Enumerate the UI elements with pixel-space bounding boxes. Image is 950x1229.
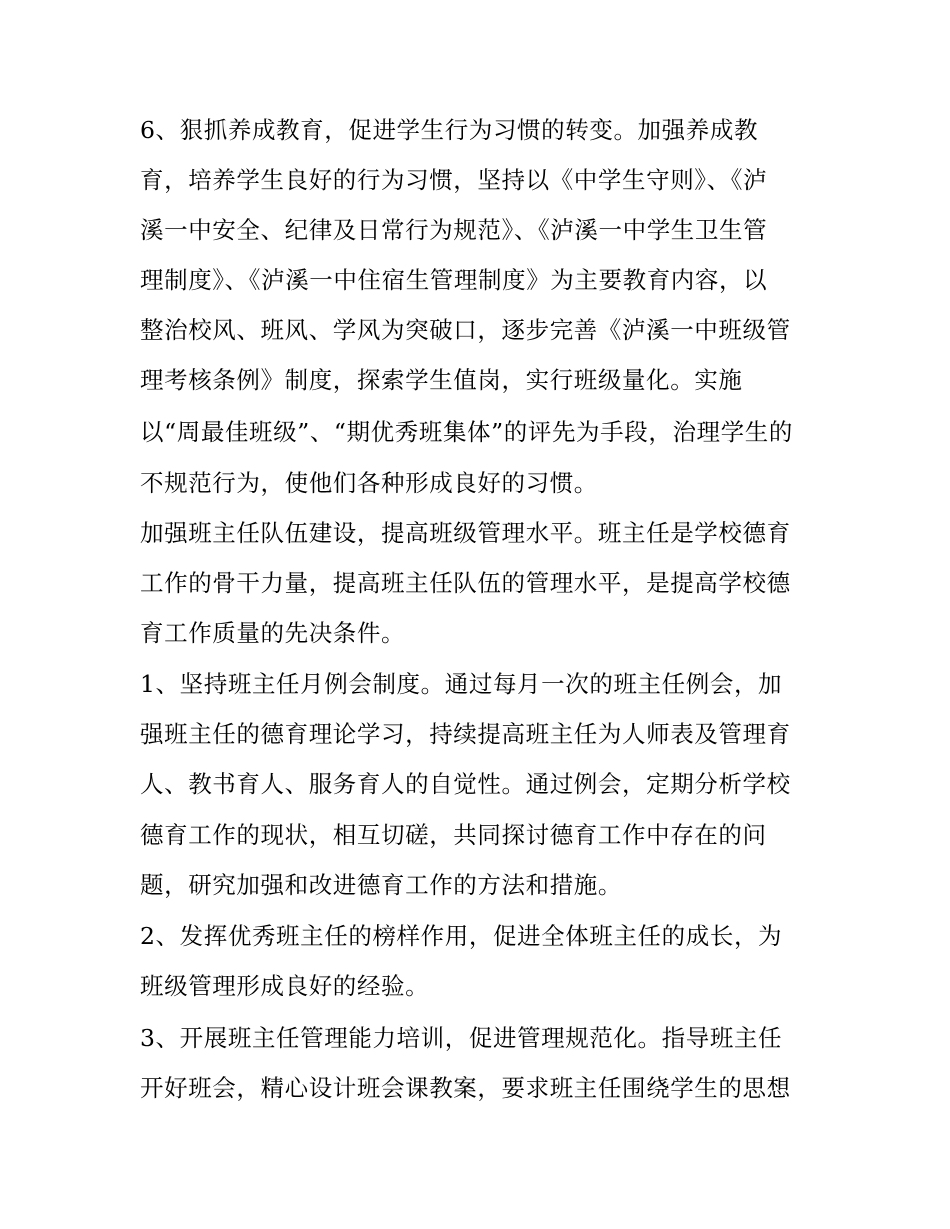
text-line: 育，培养学生良好的行为习惯，坚持以《中学生守则》、《泸 [140,166,768,194]
text-line: 德育工作的现状，相互切磋，共同探讨德育工作中存在的问 [140,821,767,849]
text-line: 不规范行为，使他们各种形成良好的习惯。 [140,469,598,497]
text-line: 开好班会，精心设计班会课教案，要求班主任围绕学生的思想 [140,1074,791,1102]
text-line: 理考核条例》制度，探索学生值岗，实行班级量化。实施 [140,366,743,394]
text-line: 育工作质量的先决条件。 [140,619,406,647]
text-line-class-teacher-team: 加强班主任队伍建设，提高班级管理水平。班主任是学校德育 [140,519,791,547]
text-line: 整治校风、班风、学风为突破口，逐步完善《泸溪一中班级管 [140,316,791,344]
text-line: 以“周最佳班级”、“期优秀班集体”的评先为手段，治理学生的 [140,418,793,446]
text-line: 理制度》、《泸溪一中住宿生管理制度》为主要教育内容，以 [140,266,768,294]
text-line: 人、教书育人、服务育人的自觉性。通过例会，定期分析学校 [140,770,791,798]
text-line-habit-education: 6、狠抓养成教育，促进学生行为习惯的转变。加强养成教 [140,116,759,144]
text-line: 工作的骨干力量，提高班主任队伍的管理水平，是提高学校德 [140,569,791,597]
text-line-monthly-meeting: 1、坚持班主任月例会制度。通过每月一次的班主任例会，加 [140,670,783,698]
text-line-role-model: 2、发挥优秀班主任的榜样作用，促进全体班主任的成长，为 [140,922,783,950]
text-line: 强班主任的德育理论学习，持续提高班主任为人师表及管理育 [140,720,791,748]
text-line: 溪一中安全、纪律及日常行为规范》、《泸溪一中学生卫生管 [140,216,768,244]
text-line: 班级管理形成良好的经验。 [140,972,430,1000]
text-line: 题，研究加强和改进德育工作的方法和措施。 [140,871,622,899]
text-line-management-training: 3、开展班主任管理能力培训，促进管理规范化。指导班主任 [140,1024,783,1052]
